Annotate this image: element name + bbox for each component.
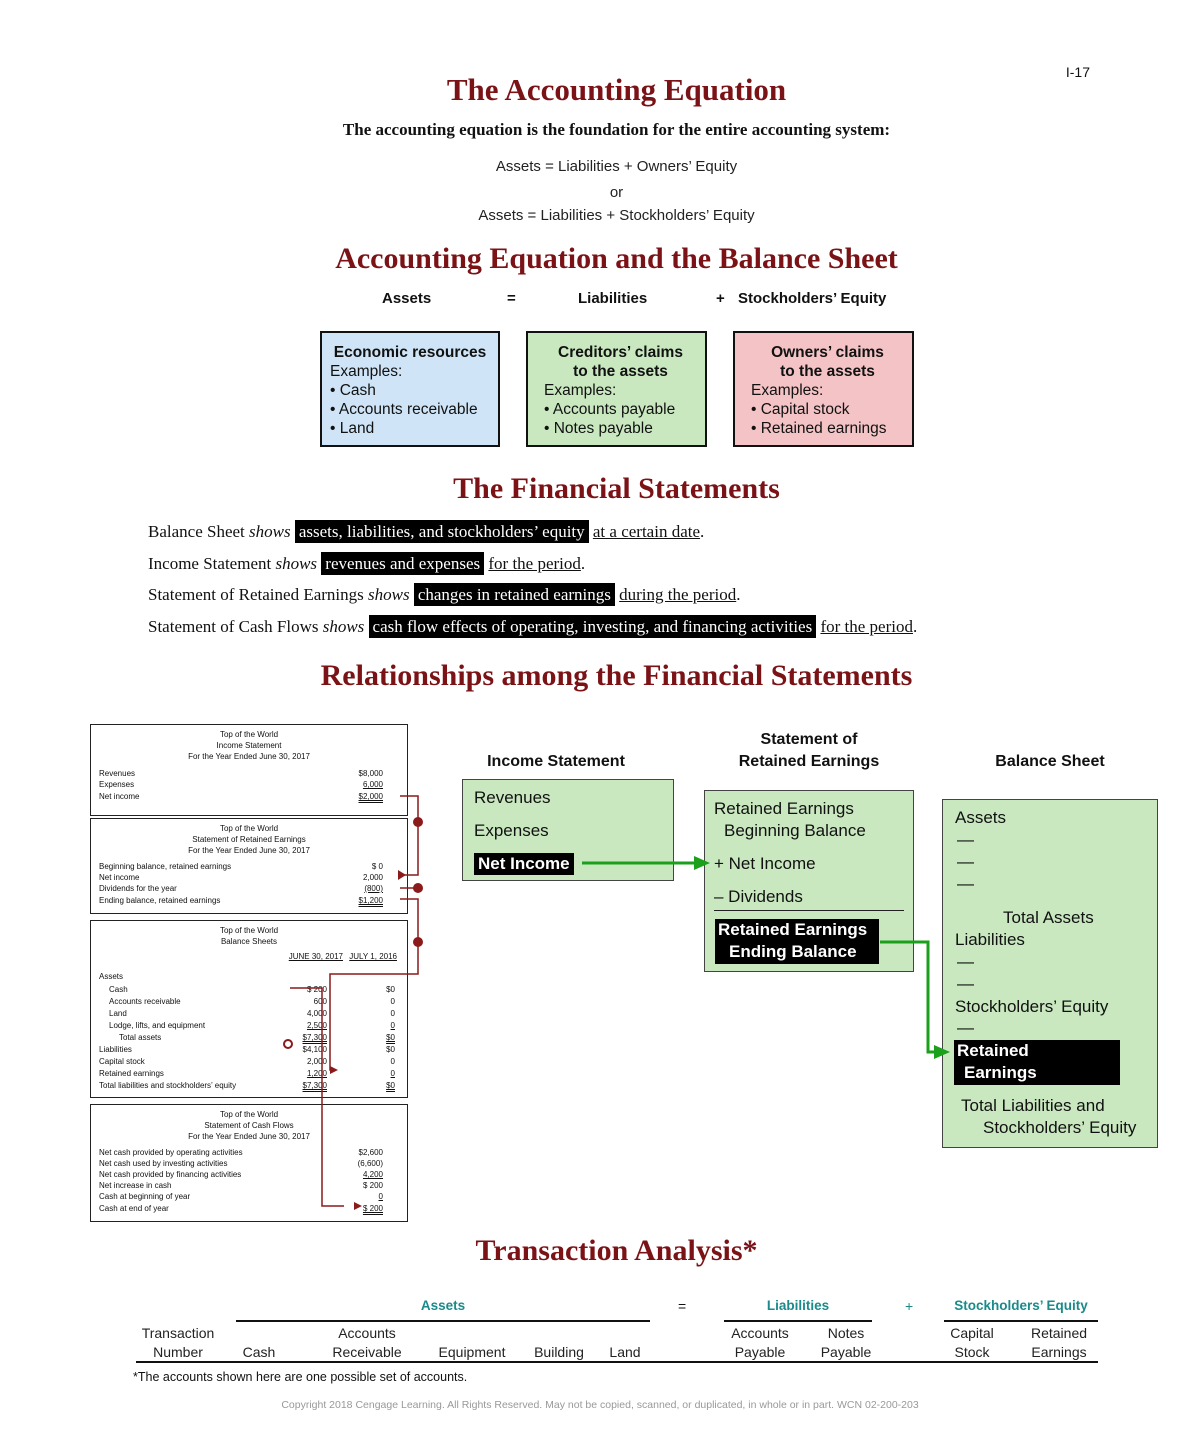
mini-col-2016: JULY 1, 2016 xyxy=(349,952,397,961)
dash-mark: — xyxy=(957,874,974,893)
shows-word: shows xyxy=(275,554,318,573)
flow-re-plus: + Net Income xyxy=(714,854,816,873)
mini-label: Net cash used by investing activities xyxy=(99,1159,228,1168)
mini-value: $2,000 xyxy=(358,792,383,801)
ta-column-line-1: Accounts xyxy=(731,1325,789,1341)
mini-value-2017: $7,300 xyxy=(302,1033,327,1042)
ta-column-line-1: Retained xyxy=(1030,1325,1088,1341)
mini-value-2016: 0 xyxy=(390,1057,395,1066)
statement-name: Income Statement xyxy=(148,554,272,573)
statement-content: changes in retained earnings xyxy=(414,583,615,606)
statement-content: assets, liabilities, and stockholders’ equity xyxy=(295,520,589,543)
flow-re-header-1: Statement of xyxy=(760,731,858,748)
assets-box-item: • Cash xyxy=(330,382,376,399)
ta-column-header xyxy=(312,1324,422,1362)
ta-column-header xyxy=(791,1324,901,1362)
flow-bs-header: Balance Sheet xyxy=(995,753,1105,770)
dash-mark: — xyxy=(957,1018,974,1037)
mini-value-2017: 2,500 xyxy=(306,1021,327,1030)
ta-column-line-2: Stock xyxy=(954,1344,990,1360)
mini-company: Top of the World xyxy=(219,926,279,935)
liabilities-box-title: Creditors’ claims xyxy=(558,344,683,361)
statement-timing: for the period xyxy=(488,554,581,573)
mini-value-2016: 0 xyxy=(390,1021,395,1030)
ta-equals: = xyxy=(678,1298,687,1314)
flow-bs-equity: Stockholders’ Equity xyxy=(955,997,1109,1016)
flow-expenses: Expenses xyxy=(474,821,549,840)
statement-timing: at a certain date xyxy=(592,522,701,541)
header-plus: + xyxy=(716,290,725,307)
liabilities-box-item: • Notes payable xyxy=(544,420,653,437)
equity-box-title-2: to the assets xyxy=(780,363,875,380)
flow-bs-re: Retained xyxy=(957,1041,1029,1060)
relationships-title: Relationships among the Financial Statements xyxy=(320,659,913,692)
mini-label: Net cash provided by operating activities xyxy=(99,1148,243,1157)
mini-value: (6,600) xyxy=(357,1159,383,1168)
mini-value-2017: 600 xyxy=(313,997,327,1006)
period-mark: . xyxy=(736,585,741,604)
flow-is-header: Income Statement xyxy=(487,753,625,770)
balance-section-title: Accounting Equation and the Balance Sheet xyxy=(335,242,898,275)
intro-text: The accounting equation is the foundation for the entire accounting system: xyxy=(342,120,891,139)
ta-equity-rule xyxy=(944,1320,1098,1322)
ta-column-line-1: Notes xyxy=(827,1325,865,1341)
flow-re-end: Retained Earnings xyxy=(718,920,868,939)
mini-value-2017: 1,200 xyxy=(306,1069,327,1078)
dash-mark: — xyxy=(957,952,974,971)
ta-header-rule xyxy=(136,1361,1098,1363)
page-number: I-17 xyxy=(1065,64,1090,80)
equation-or: or xyxy=(609,184,624,201)
ta-footnote: *The accounts shown here are one possible set of accounts. xyxy=(133,1370,468,1384)
arrow-retained-earnings xyxy=(880,942,938,1052)
ta-column-line-2: Receivable xyxy=(332,1344,402,1360)
flow-bs-total-2: Stockholders’ Equity xyxy=(983,1118,1137,1137)
transaction-title: Transaction Analysis* xyxy=(475,1234,758,1267)
mini-period: For the Year Ended June 30, 2017 xyxy=(188,846,310,855)
mini-value-2017: 2,000 xyxy=(306,1057,327,1066)
equation-owners: Assets = Liabilities + Owners’ Equity xyxy=(495,158,738,175)
liabilities-box-title-2: to the assets xyxy=(573,363,668,380)
mini-label: Capital stock xyxy=(99,1057,145,1066)
mini-value-2016: 0 xyxy=(390,997,395,1006)
equity-box-item: • Capital stock xyxy=(751,401,850,418)
mini-period: For the Year Ended June 30, 2017 xyxy=(188,752,310,761)
assets-box-item: • Accounts receivable xyxy=(330,401,478,418)
liabilities-box-examples-label: Examples: xyxy=(544,382,617,399)
flow-re-minus: – Dividends xyxy=(714,887,904,911)
mini-value: 6,000 xyxy=(362,780,383,789)
flow-re-begin: Retained Earnings xyxy=(714,799,854,818)
statement-content: revenues and expenses xyxy=(321,552,484,575)
mini-value: $2,600 xyxy=(358,1148,383,1157)
ta-liabilities-rule xyxy=(724,1320,872,1322)
assets-box-item: • Land xyxy=(330,420,375,437)
mini-label: Net income xyxy=(99,873,140,882)
mini-label: Beginning balance, retained earnings xyxy=(99,862,232,871)
mini-label: Net increase in cash xyxy=(99,1181,172,1190)
period-mark: . xyxy=(913,617,918,636)
mini-label: Dividends for the year xyxy=(99,884,177,893)
statement-name: Statement of Cash Flows xyxy=(148,617,319,636)
mini-label: Liabilities xyxy=(99,1045,132,1054)
flow-bs-total-assets: Total Assets xyxy=(1003,908,1094,927)
ta-column-line-2: Payable xyxy=(820,1344,872,1360)
mini-label: Assets xyxy=(99,972,124,981)
page-title: The Accounting Equation xyxy=(446,72,787,107)
flow-bs-re-2: Earnings xyxy=(964,1063,1037,1082)
mini-label: Retained earnings xyxy=(99,1069,164,1078)
ta-column-line-1: Accounts xyxy=(338,1325,396,1341)
mini-label: Net cash provided by financing activities xyxy=(99,1170,242,1179)
header-equity: Stockholders’ Equity xyxy=(738,290,887,307)
mini-label: Cash at beginning of year xyxy=(99,1192,191,1201)
shows-word: shows xyxy=(368,585,410,604)
flow-net-income: Net Income xyxy=(474,853,574,875)
flow-bs-assets: Assets xyxy=(955,808,1007,827)
header-assets: Assets xyxy=(382,290,432,307)
dash-mark: — xyxy=(957,852,974,871)
ta-column-line-2: Earnings xyxy=(1031,1344,1087,1360)
mini-company: Top of the World xyxy=(219,824,279,833)
mini-label: Accounts receivable xyxy=(109,997,181,1006)
flow-re-header-2: Retained Earnings xyxy=(738,753,880,770)
flow-revenues: Revenues xyxy=(474,788,551,807)
equity-box-item: • Retained earnings xyxy=(751,420,887,437)
ta-column-line-1: Transaction xyxy=(141,1325,215,1341)
ta-column-line-2: Cash xyxy=(242,1344,276,1360)
statement-name: Statement of Retained Earnings xyxy=(148,585,364,604)
mini-label: Cash xyxy=(109,985,128,994)
ta-column-header xyxy=(1004,1324,1114,1362)
ta-column-line-2: Equipment xyxy=(438,1344,506,1360)
ta-assets-rule xyxy=(236,1320,650,1322)
flow-bs-total: Total Liabilities and xyxy=(961,1096,1105,1115)
mini-label: Revenues xyxy=(99,769,136,778)
mini-statement-name: Statement of Retained Earnings xyxy=(192,835,306,844)
flow-re-begin-2: Beginning Balance xyxy=(724,821,866,840)
mini-value: $8,000 xyxy=(358,769,383,778)
mini-value-2016: $0 xyxy=(386,1081,395,1090)
mini-value-2016: $0 xyxy=(386,985,395,994)
ta-plus: + xyxy=(905,1298,914,1314)
mini-label: Total liabilities and stockholders’ equity xyxy=(99,1081,237,1090)
ta-column-line-2: Payable xyxy=(734,1344,786,1360)
mini-value-2017: $ 200 xyxy=(306,985,327,994)
statement-name: Balance Sheet xyxy=(148,522,245,541)
ta-column-header xyxy=(570,1324,680,1362)
ta-column-line-2: Land xyxy=(609,1344,641,1360)
mini-label: Land xyxy=(109,1009,127,1018)
ta-column-line-2: Building xyxy=(534,1344,584,1360)
mini-label: Cash at end of year xyxy=(99,1204,169,1213)
mini-label: Ending balance, retained earnings xyxy=(99,896,221,905)
copyright-footer: Copyright 2018 Cengage Learning. All Rights Reserved. May not be copied, scanned, or duplicated, in whole or in part. WCN 02-200-203 xyxy=(281,1399,919,1411)
header-liabilities: Liabilities xyxy=(578,290,648,307)
mini-value: 0 xyxy=(378,1192,383,1201)
ta-liabilities-label: Liabilities xyxy=(766,1298,830,1313)
statement-timing: for the period xyxy=(820,617,913,636)
period-mark: . xyxy=(700,522,705,541)
ta-column-line-2: Number xyxy=(153,1344,203,1360)
equity-box-title: Owners’ claims xyxy=(771,344,884,361)
mini-statement-name: Statement of Cash Flows xyxy=(204,1121,294,1130)
mini-value-2016: $0 xyxy=(386,1045,395,1054)
mini-period: For the Year Ended June 30, 2017 xyxy=(188,1132,310,1141)
shows-word: shows xyxy=(322,617,365,636)
flow-bs-liabilities: Liabilities xyxy=(955,930,1025,949)
statement-content: cash flow effects of operating, investing, and financing activities xyxy=(369,615,817,638)
arrow-head xyxy=(934,1045,950,1059)
equation-stockholders: Assets = Liabilities + Stockholders’ Equity xyxy=(478,207,755,224)
financial-statements-title: The Financial Statements xyxy=(453,472,780,505)
header-equals: = xyxy=(507,290,516,307)
ta-column-line-1 xyxy=(570,1324,680,1343)
mini-value: $ 200 xyxy=(362,1181,383,1190)
statement-timing: during the period xyxy=(619,585,737,604)
mini-value: $ 0 xyxy=(371,862,383,871)
mini-value-2016: $0 xyxy=(386,1033,395,1042)
ta-column-line-1: Capital xyxy=(950,1325,994,1341)
ta-column-header xyxy=(204,1324,314,1362)
ta-assets-label: Assets xyxy=(420,1298,466,1313)
mini-value: 2,000 xyxy=(362,873,383,882)
mini-value-2017: 4,000 xyxy=(306,1009,327,1018)
mini-col-2017: JUNE 30, 2017 xyxy=(288,952,343,961)
equity-box-examples-label: Examples: xyxy=(751,382,824,399)
mini-value: 4,200 xyxy=(362,1170,383,1179)
mini-value: $1,200 xyxy=(358,896,383,905)
shows-word: shows xyxy=(249,522,291,541)
mini-value-2017: $4,100 xyxy=(302,1045,327,1054)
mini-label: Total assets xyxy=(119,1033,162,1042)
mini-label: Lodge, lifts, and equipment xyxy=(109,1021,206,1030)
liabilities-box-item: • Accounts payable xyxy=(544,401,676,418)
assets-box-title: Economic resources xyxy=(333,344,487,361)
mini-label: Net income xyxy=(99,792,140,801)
dash-mark: — xyxy=(957,974,974,993)
mini-value-2016: 0 xyxy=(390,1009,395,1018)
ta-column-line-1 xyxy=(204,1324,314,1343)
mini-statement-name: Income Statement xyxy=(216,741,282,750)
mini-value: $ 200 xyxy=(362,1204,383,1213)
mini-statement-name: Balance Sheets xyxy=(220,937,278,946)
mini-value: (800) xyxy=(364,884,383,893)
dash-mark: — xyxy=(957,830,974,849)
period-mark: . xyxy=(580,554,586,573)
mini-company: Top of the World xyxy=(219,730,279,739)
mini-value-2017: $7,300 xyxy=(302,1081,327,1090)
mini-label: Expenses xyxy=(99,780,135,789)
mini-company: Top of the World xyxy=(219,1110,279,1119)
arrow-head xyxy=(694,856,710,870)
flow-re-end-2: Ending Balance xyxy=(729,942,857,961)
assets-box-examples-label: Examples: xyxy=(330,363,403,380)
ta-equity-label: Stockholders’ Equity xyxy=(954,1298,1088,1313)
mini-value-2016: 0 xyxy=(390,1069,395,1078)
